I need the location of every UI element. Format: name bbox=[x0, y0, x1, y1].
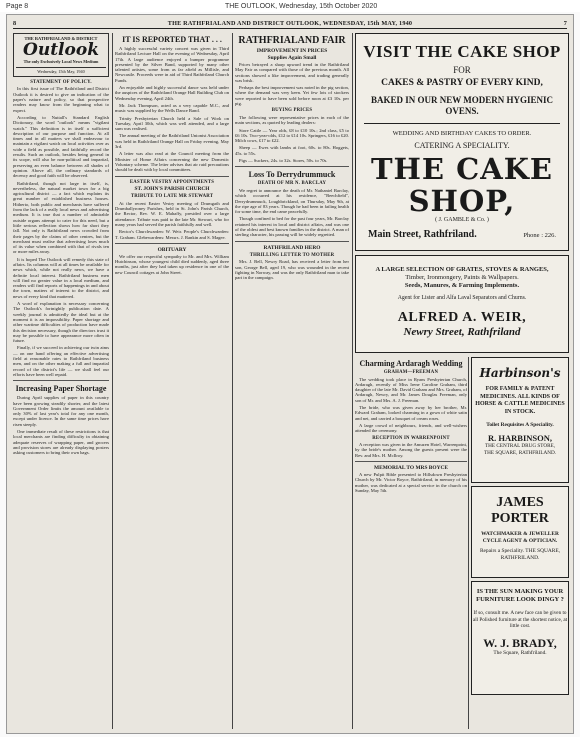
policy-heading: STATEMENT OF POLICY. bbox=[30, 79, 92, 85]
reported-paragraph: A letter was also read at the Council meeting from the Minister of Home Affairs concerning the new Domestic Voluntary scheme. The letter advises that air raid precautions should be dealt with by local committees. bbox=[115, 151, 229, 173]
policy-paragraph: It is hoped The Outlook will remedy this state of affairs. Its columns will at all times be available for news which, while not really news, we have a definite local interest. Rathfriland business men will find no greater value in a local medium, and readers will find reports of happenings in and about the town, matters of interest to the district, and news of every kind that mattered. bbox=[13, 256, 109, 299]
wedding-subheading: GRAHAM—FREEMAN bbox=[383, 370, 439, 375]
loss-subheading: DEATH OF MR N. BARCLAY bbox=[257, 181, 327, 187]
wedding-paragraph: The wedding took place in Ryans Presbyterian Church, Ardaragh, recently of Miss Irene Caroline Graham, third daughter of the late Mr. David Graham and Mrs. Graham, of Ardaragh, Newry, and Mr. James Douglas Freeman, only son of Mr. and Mrs. A. J. Freeman. bbox=[355, 376, 467, 403]
column-1 bbox=[13, 33, 109, 729]
weir-advert bbox=[355, 255, 569, 353]
cake-ad-ovens: BAKED IN OUR NEW MODERN HYGIENIC OVENS. bbox=[370, 95, 554, 116]
masthead-date: Wednesday, 15th May, 1940 bbox=[16, 67, 106, 74]
paper-shortage-heading: Increasing Paper Shortage bbox=[15, 384, 107, 394]
harbinson-ad-body: FOR FAMILY & PATENT MEDICINES. ALL KINDS OF HORSE & CATTLE MEDICINES IN STOCK. bbox=[475, 386, 565, 415]
cake-ad-for: FOR bbox=[453, 65, 471, 75]
loss-paragraph: Though confined to bed for the past four years, Mr. Barclay retained his interest in local and district affairs, and was one of the oldest and best known families in the district. A man of sterling character, his passing will be widely regretted. bbox=[235, 216, 349, 238]
memorial-paragraph: A new Pulpit Bible presented to Hillsdown Presbyterian Church by Mr. Victor Boyce, Rathfriland, in memory of his mother, was dedicated at a special service in the church on Sunday, May 5th. bbox=[355, 472, 467, 493]
harbinson-ad-toilet: Toilet Requisites A Speciality. bbox=[486, 422, 554, 428]
fair-paragraph: The following were representative prices in each of the main sections, as quoted by leading dealers: bbox=[235, 114, 349, 126]
harbinson-ad-store: THE CENTRAL DRUG STORE, bbox=[484, 443, 556, 449]
masthead-top: THE RATHFRIALAND & DISTRICT bbox=[24, 36, 98, 41]
brady-advert bbox=[471, 581, 569, 695]
buying-prices-heading: BUYING PRICES bbox=[271, 108, 313, 114]
cake-ad-phone: Phone : 226. bbox=[523, 232, 556, 239]
policy-paragraph: In this first issue of The Rathfriland and District Outlook it is desired to give an indication of the paper's nature and policy, so that prospective readers may know from the beginning what to expect. bbox=[13, 86, 109, 113]
weir-ad-agent: Agent for Lister and Alfa Laval Separators and Churns. bbox=[397, 295, 527, 301]
porter-ad-name: JAMES PORTER bbox=[491, 495, 549, 526]
running-head-page: 8 bbox=[13, 19, 17, 27]
vestry-heading: EASTER VESTRY APPOINTMENTS bbox=[129, 179, 215, 185]
policy-paragraph: Finally, if we succeed in achieving our twin aims — on one hand offering an effective advertising field at reasonable rates to Rathfriland business men, and on the other making a full and impartial record of the district's life — we shall feel our efforts have been well repaid. bbox=[13, 345, 109, 377]
fair-subheading-2: Supplies Again Small bbox=[267, 55, 317, 61]
column-rule bbox=[468, 357, 469, 729]
weir-ad-line-3: Seeds, Manures, & Farming Implements. bbox=[404, 282, 520, 289]
cake-ad-address: Main Street, Rathfriland. bbox=[368, 229, 477, 240]
wedding-paragraph: A large crowd of neighbours, friends, and well-wishers attended the ceremony. bbox=[355, 422, 467, 434]
vestry-paragraph: At the recent Easter Vestry meeting of Drumgath and Drumballyroney Parishes, held in St. John's Parish Church, the Rector, Rev. W. E. Mahaffy, presided over a large attendance. Tribute was paid to the late Mr. Stewart, who for many years had served the parish faithfully and well. bbox=[115, 200, 229, 227]
reception-paragraph: A reception was given in the Amuzen Hotel, Warrenpoint, by the bride's mother. Among the guests present were the Rev. and Mrs. H. McIlroy. bbox=[355, 442, 467, 458]
vestry-paragraph: Rector's Churchwarden: W. Weir. People's Churchwarden: T. Graham. Glebewardens: Messrs. J. Rankin and S. Magee. bbox=[115, 229, 229, 240]
brady-ad-headline: IS THE SUN MAKING YOUR FURNITURE LOOK DINGY ? bbox=[476, 588, 564, 603]
obituary-heading: OBITUARY bbox=[157, 246, 187, 253]
brady-ad-body: If so, consult me. A new face can be given to all Polished furniture at the shortest notice, at little cost. bbox=[472, 610, 568, 629]
cake-ad-line: CAKES & PASTRY OF EVERY KIND, bbox=[381, 78, 543, 88]
running-head-title: THE RATHFRIALAND AND DISTRICT OUTLOOK, WEDNESDAY, 15th MAY, 1940 bbox=[167, 19, 413, 27]
porter-ad-address: Repairs a Speciality. THE SQUARE, RATHFRILAND. bbox=[479, 548, 561, 561]
vestry-tribute-heading: TRIBUTE TO LATE MR STEWART bbox=[130, 194, 214, 200]
column-rule bbox=[112, 33, 113, 729]
hero-heading: RATHFRILAND HERO bbox=[263, 244, 321, 251]
column-rule bbox=[352, 33, 353, 729]
brady-ad-address: The Square, Rathfriland. bbox=[493, 649, 547, 656]
cake-ad-name: THE CAKE SHOP, bbox=[370, 152, 554, 218]
weir-ad-address: Newry Street, Rathfriland bbox=[403, 326, 521, 338]
cake-ad-catering: CATERING A SPECIALITY. bbox=[414, 141, 510, 150]
hero-subheading: THRILLING LETTER TO MOTHER bbox=[249, 252, 335, 258]
column-4 bbox=[355, 357, 467, 729]
fair-heading: RATHFRIALAND FAIR bbox=[238, 35, 346, 46]
file-label: THE OUTLOOK, Wednesday, 15th October 2020 bbox=[224, 2, 378, 10]
weir-ad-name: ALFRED A. WEIR, bbox=[397, 310, 527, 325]
reported-heading: IT IS REPORTED THAT . . . bbox=[122, 35, 222, 44]
reception-heading: RECEPTION IN WARRENPOINT bbox=[372, 435, 450, 441]
policy-paragraph: A word of explanation is necessary concerning The Outlook's fortnightly publication date. A weekly journal is admittedly the ideal but at the moment it is an impossibility. Paper shortage and other wartime difficulties of production have made this decision necessary, though the directors trust it may be possible to have appearance more often in future. bbox=[13, 301, 109, 344]
running-head bbox=[13, 18, 567, 29]
running-head-page-right: 7 bbox=[563, 19, 567, 27]
policy-paragraph: Rathfriland, though not large in itself, is, nevertheless, the natural market town for a big agricultural district — a fact which explains its great number of established business houses. Hitherto, both public and merchants have suffered from the lack of a really local news and advertising medium. It is true that a number of admirable outside organs attempt to cater for this need, but a little serious reflection shows how far short they fall. Not only is Rathfriland news crowded from their pages by the claims of other centres, but the merchant must realise that advertising loses much of its value when combined with that of rivals ten or more miles away. bbox=[13, 180, 109, 255]
vestry-subheading: ST. JOHN'S PARISH CHURCH bbox=[134, 186, 210, 193]
reported-paragraph: A highly successful variety concert was given in Third Rathfriland Lecture Hall on the evening of Wednesday, April 17th. A large audience enjoyed a bumper programme presented by the Silver Band, supported by many other talented artistes, some from as far afield as Millisle, and Newcastle. Proceeds were in aid of Third Rathfriland Church Funds. bbox=[115, 46, 229, 83]
masthead-tagline: The only Exclusively Local News Medium bbox=[23, 59, 99, 65]
right-adverts bbox=[471, 357, 569, 698]
column-2 bbox=[115, 33, 229, 729]
fair-paragraph: Prices betrayed a sharp upward trend in the Rathfriland May Fair as compared with those of the previous month. All sections showed a like improvement, and trading generally was brisk. bbox=[235, 62, 349, 83]
harbinson-ad-address: THE SQUARE, RATHFRILAND. bbox=[483, 449, 557, 456]
column-rule bbox=[232, 33, 233, 729]
harbinson-ad-title: Harbinson's bbox=[479, 366, 561, 380]
fair-paragraph: Store Cattle — Year olds, £8 to £10 10s.; 2nd class, £5 to £6 10s. Two-year-olds, £12 to £14 10s. Springers, £16 to £20. Milch cows, £17 to £22. bbox=[235, 127, 349, 144]
brady-ad-name: W. J. BRADY, bbox=[483, 635, 557, 650]
hero-paragraph: Mrs. J. Bell, Newry Road, has received a letter from her son, George Bell, aged 19, who was wounded in the recent fighting in Norway, and was the only Rathfriland man to take part in the campaign. bbox=[235, 259, 349, 281]
loss-paragraph: We regret to announce the death of Mr. Nathaniel Barclay, which occurred at his residence, "Beechfield", Derrydrummuck, Loughbrickland, on Thursday, May 9th, at the ripe age of 83 years. Though he had been in failing health for some time, the end came peacefully. bbox=[235, 187, 349, 215]
harbinson-ad-name: R. HARBINSON, bbox=[488, 433, 552, 443]
fair-subheading: IMPROVEMENT IN PRICES bbox=[256, 48, 328, 54]
porter-advert bbox=[471, 486, 569, 578]
reported-paragraph: An enjoyable and highly successful dance was held under the auspices of the Rathfriland Orange Hall Building Club on Wednesday evening, April 24th. bbox=[115, 85, 229, 101]
fair-paragraph: Sheep — Ewes with lambs at foot, 60s. to 80s. Hoggets, 45s. to 55s. bbox=[235, 145, 349, 156]
paper-shortage-paragraph: One immediate result of these restrictions is that local merchants are finding difficulty in obtaining adequate reserves of wrapping paper, and grocers and provision stores are already displaying posters asking customers to bring their own bags. bbox=[13, 429, 109, 456]
wedding-heading: Charming Ardaragh Wedding bbox=[359, 359, 463, 368]
fair-paragraph: Perhaps the best improvement was noted in the pig section, where the demand was very keen. Yet few lots of stockers were reported to have been sold before noon at £3 10s. per pig. bbox=[235, 85, 349, 107]
viewer-bar bbox=[0, 0, 580, 12]
harbinson-advert bbox=[471, 357, 569, 483]
cake-ad-headline: VISIT THE CAKE SHOP bbox=[363, 42, 561, 61]
cake-ad-owner: ( J. GAMBLE & Co. ) bbox=[435, 217, 489, 223]
obituary-paragraph: We offer our respectful sympathy to Mr. and Mrs. William Hutchinson, whose youngest child died suddenly, aged three months, just after they had taken up residence in one of the new Council cottages at John Street. bbox=[115, 253, 229, 275]
paper-shortage-paragraph: During April supplies of paper in this country have been growing steadily shorter, and the latest Government Order limits the amount available to only 30% of last year's total for any one month, except under licence. In the same time prices have risen steeply. bbox=[13, 395, 109, 427]
reported-paragraph: Trinity Presbyterian Church held a Sale of Work on Tuesday, April 30th, which was well attended, and a large sum was realised. bbox=[115, 115, 229, 132]
weir-ad-line-2: Timber, Ironmongery, Paints & Wallpapers. bbox=[405, 274, 519, 281]
column-3 bbox=[235, 33, 349, 729]
masthead bbox=[13, 33, 109, 77]
page-label: Page 8 bbox=[6, 2, 29, 10]
loss-heading: Loss To Derrydrummuck bbox=[248, 170, 336, 180]
policy-paragraph: According to Nuttall's Standard English Dictionary, the word "outlook" means "vigilant watch." This definition is in itself a sufficient description of our purpose and function. At all times and in all matters we shall endeavour to maintain a vigilant watch on local activities over as wide a field as possible, and faithfully record the results. Such an outlook, besides being general in its scope, will also be non-political and impartial, preserving an even balance between all shades of opinion. Above all, the ordinary standards of decency and good faith will be observed. bbox=[13, 114, 109, 179]
reported-paragraph: Mr. Jack Thompson, acted as a very capable M.C., and music was supplied by the Wells Dance Band. bbox=[115, 102, 229, 114]
cake-ad-wedding: WEDDING AND BIRTHDAY CAKES TO ORDER. bbox=[392, 130, 532, 137]
memorial-heading: MEMORIAL TO MRS BOYCE bbox=[374, 465, 448, 472]
newspaper-page bbox=[6, 14, 574, 734]
fair-paragraph: Pigs — Suckers, 24s. to 32s. Stores, 50s. to 70s. bbox=[239, 158, 328, 164]
wedding-paragraph: The bride, who was given away by her brother, Mr. Edward Graham, looked charming in a gown of white satin and net, and carried a bouquet of cream roses. bbox=[355, 405, 467, 421]
porter-ad-trade: WATCHMAKER & JEWELLER CYCLE AGENT & OPTICIAN. bbox=[481, 531, 559, 544]
weir-ad-line-1: A LARGE SELECTION OF GRATES, STOVES & RANGES, bbox=[375, 266, 549, 273]
cake-shop-advert bbox=[355, 33, 569, 251]
reported-paragraph: The annual meeting of the Rathfriland Unionist Association was held in Rathfriland Orange Hall on Friday evening, May 3rd. bbox=[115, 133, 229, 150]
masthead-title: Outlook bbox=[23, 40, 99, 61]
